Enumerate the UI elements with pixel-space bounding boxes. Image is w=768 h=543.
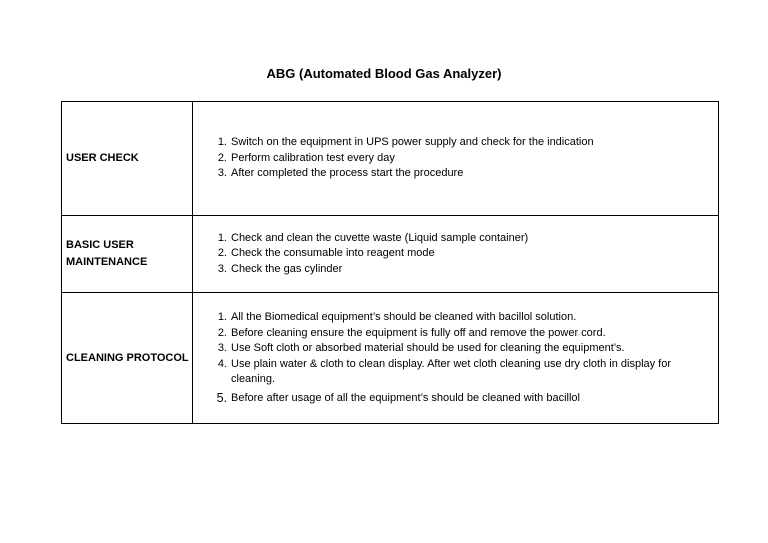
document-title: ABG (Automated Blood Gas Analyzer) xyxy=(266,66,502,81)
list-item: 2. Check the consumable into reagent mode xyxy=(217,247,435,260)
list-item: 4. Use plain water & cloth to clean display. After wet cloth cleaning use dry cloth in display for cleaning. xyxy=(217,357,672,385)
procedure-table xyxy=(61,101,719,424)
list-item: 1. All the Biomedical equipment’s should be cleaned with bacillol solution. xyxy=(217,311,577,323)
table-row xyxy=(62,216,719,293)
section-label-basic-user-maintenance: BASIC USER MAINTENANCE xyxy=(62,216,193,293)
steps-list xyxy=(193,310,718,406)
section-content-cleaning-protocol xyxy=(193,293,719,424)
list-item: 3. Check the gas cylinder xyxy=(217,262,343,275)
section-label-user-check: USER CHECK xyxy=(62,102,193,216)
list-item: 2. Before cleaning ensure the equipment is fully off and remove the power cord. xyxy=(217,326,606,339)
list-item: 3. Use Soft cloth or absorbed material should be used for cleaning the equipment’s. xyxy=(217,342,625,354)
steps-list xyxy=(193,231,718,278)
table-row xyxy=(62,102,719,216)
section-label-cleaning-protocol: CLEANING PROTOCOL xyxy=(62,293,193,424)
list-item: 2. Perform calibration test every day xyxy=(217,151,395,164)
section-content-user-check xyxy=(193,102,719,216)
list-item: 1. Switch on the equipment in UPS power supply and check for the indication xyxy=(217,136,594,149)
list-item: 3. After completed the process start the procedure xyxy=(217,167,464,180)
table-row xyxy=(62,293,719,424)
steps-list xyxy=(193,135,718,182)
list-item: 5. Before after usage of all the equipment’s should be cleaned with bacillol xyxy=(216,390,580,405)
section-content-basic-user-maintenance xyxy=(193,216,719,293)
list-item: 1. Check and clean the cuvette waste (Liquid sample container) xyxy=(217,231,529,244)
